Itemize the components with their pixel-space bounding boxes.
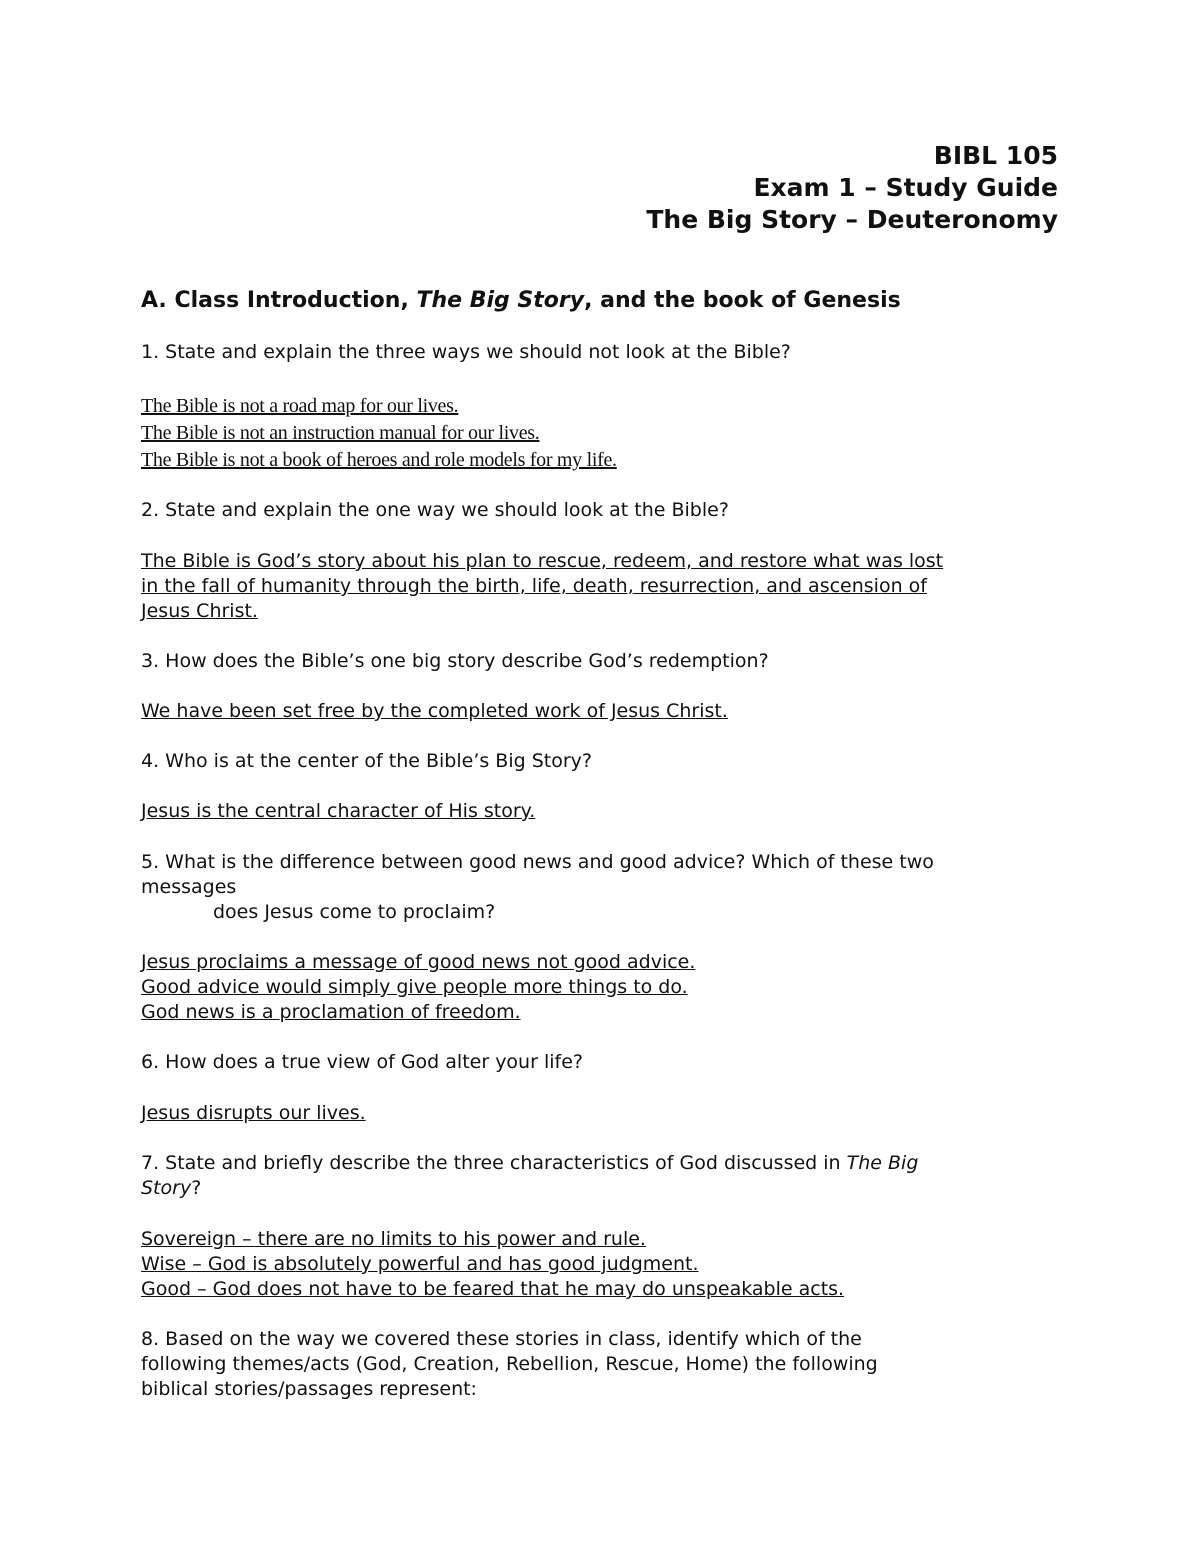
answer-3: We have been set free by the completed work of Jesus Christ. [141,700,728,722]
answer-6: Jesus disrupts our lives. [141,1102,366,1124]
answer-1-line: The Bible is not a book of heroes and role models for my life. [141,449,617,471]
answer-7-line: Good – God does not have to be feared that he may do unspeakable acts. [141,1278,845,1300]
answer-1 [141,393,1061,474]
answer-2-line: The Bible is God’s story about his plan to rescue, redeem, and restore what was lost [141,550,944,572]
exam-title: Exam 1 – Study Guide [753,173,1058,202]
question-4: 4. Who is at the center of the Bible’s Big Story? [141,750,592,772]
exam-range: The Big Story – Deuteronomy [646,205,1058,234]
answer-5-line: God news is a proclamation of freedom. [141,1001,521,1023]
answer-5-line: Good advice would simply give people more things to do. [141,976,688,998]
answer-1-line: The Bible is not a road map for our lives. [141,395,459,417]
answer-2-line: Jesus Christ. [141,600,258,622]
question-5: 5. What is the difference between good news and good advice? Which of these two messages does Jesus come to proclaim? [141,851,934,923]
answer-5-line: Jesus proclaims a message of good news not good advice. [141,951,696,973]
answer-7 [141,1227,1061,1302]
answer-1-line: The Bible is not an instruction manual for our lives. [141,422,540,444]
question-3: 3. How does the Bible’s one big story describe God’s redemption? [141,650,769,672]
question-2: 2. State and explain the one way we should look at the Bible? [141,499,729,521]
answer-4: Jesus is the central character of His story. [141,800,536,822]
answer-2-line: in the fall of humanity through the birth, life, death, resurrection, and ascension of [141,575,927,597]
question-1: 1. State and explain the three ways we should not look at the Bible? [141,341,791,363]
answer-7-line: Wise – God is absolutely powerful and has good judgment. [141,1253,699,1275]
question-8: 8. Based on the way we covered these stories in class, identify which of the following themes/acts (God, Creation, Rebellion, Rescue, Home) the following biblical stories/passages represent: [141,1328,878,1400]
answer-2 [141,549,1061,624]
answer-7-line: Sovereign – there are no limits to his power and rule. [141,1228,646,1250]
document-header [646,140,1058,236]
answer-5 [141,950,1061,1025]
question-6: 6. How does a true view of God alter your life? [141,1051,583,1073]
course-code: BIBL 105 [933,141,1058,170]
section-a-title: A. Class Introduction, The Big Story, and the book of Genesis [141,288,901,313]
question-7: 7. State and briefly describe the three characteristics of God discussed in The Big Story? [141,1152,919,1199]
